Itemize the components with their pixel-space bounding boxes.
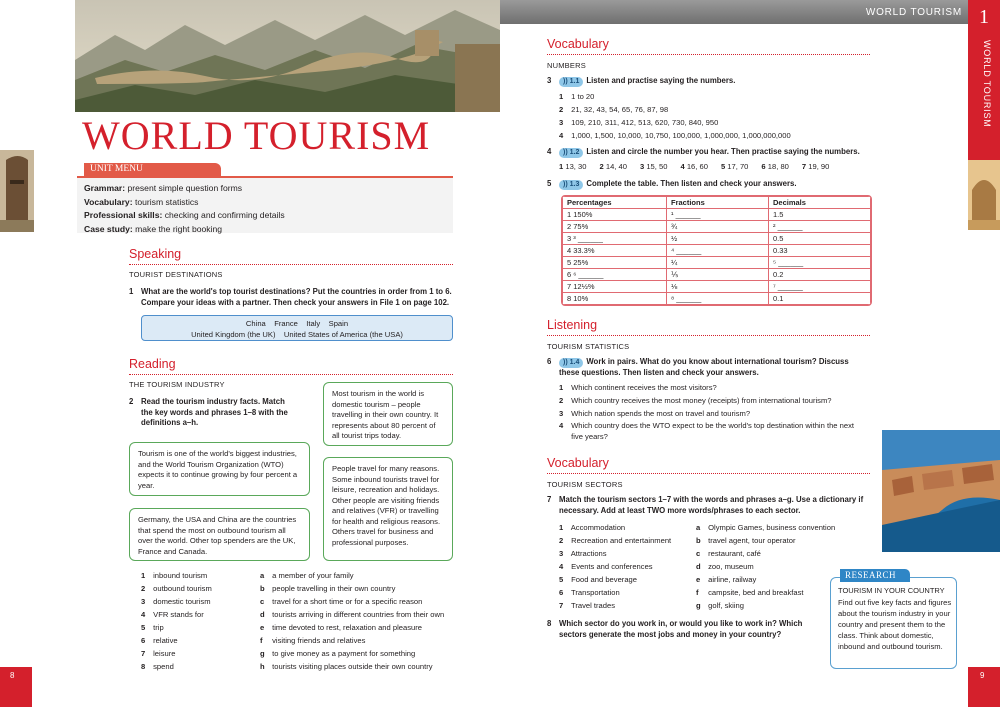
list-item: 3 domestic tourism <box>141 597 211 606</box>
research-label: RESEARCH <box>845 570 897 580</box>
unit-menu-case-study: Case study: make the right booking <box>84 223 223 234</box>
q7: 7 Match the tourism sectors 1–7 with the words and phrases a–g. Use a dictionary if necessary. Add at least TWO more words/phrases to each sector. <box>547 495 864 515</box>
list-item: 1 1 to 20 <box>559 92 595 101</box>
reading-heading: Reading <box>129 357 176 371</box>
list-item: 5 trip <box>141 623 164 632</box>
list-item: a Olympic Games, business convention <box>696 523 836 532</box>
q6-list <box>559 381 854 442</box>
fact-box-3: Most tourism in the world is domestic tourism – people travelling in their own country. It represents about 80 percent of all tourist trips today. <box>323 382 453 446</box>
table-row: 6 ⁶ ______ ⅕ 0.2 <box>563 269 871 281</box>
audio-badge-1-2[interactable]: )) 1.2 <box>559 148 583 158</box>
list-item: e airline, railway <box>696 575 757 584</box>
great-wall-photo <box>75 0 500 112</box>
coastal-town-photo <box>882 430 1000 552</box>
table-row: 8 10% ⁸ ______ 0.1 <box>563 293 871 305</box>
list-item: 7 19, 90 <box>801 162 830 171</box>
list-item: 1 inbound tourism <box>141 571 208 580</box>
q4: 4 )) 1.2 Listen and circle the number you hear. Then practise saying the numbers. <box>547 147 860 156</box>
speaking-rule <box>129 264 453 265</box>
page-number-left: 8 <box>0 667 32 707</box>
list-item: 8 spend <box>141 662 174 671</box>
q3: 3 )) 1.1 Listen and practise saying the numbers. <box>547 76 736 85</box>
list-item: 4 Events and conferences <box>559 562 653 571</box>
table-row: 7 12½% ⅛ ⁷ ______ <box>563 281 871 293</box>
vocab2-rule <box>547 473 870 474</box>
list-item: 4 1,000, 1,500, 10,000, 10,750, 100,000, 1,000,000, 1,000,000,000 <box>559 131 791 140</box>
unit-menu-skills: Professional skills: checking and confirming details <box>84 210 285 220</box>
table-row: 3 ³ ______ ½ 0.5 <box>563 233 871 245</box>
list-item: 1 13, 30 <box>559 162 587 171</box>
vocabulary-heading-2: Vocabulary <box>547 456 609 470</box>
list-item: 6 Transportation <box>559 588 620 597</box>
list-item: c travel for a short time or for a specific reason <box>260 597 423 606</box>
table-header-row: Percentages Fractions Decimals <box>563 197 871 209</box>
list-item: a a member of your family <box>260 571 354 580</box>
list-item: 4 Which country does the WTO expect to be the world's top destination within the next five years? <box>559 421 854 441</box>
list-item: 4 16, 60 <box>680 162 708 171</box>
list-item: 2 14, 40 <box>599 162 627 171</box>
right-header-bar <box>500 0 968 24</box>
research-tab <box>840 569 910 582</box>
unit-menu-grammar: Grammar: present simple question forms <box>84 183 243 193</box>
countries-line2: United Kingdom (the UK) United States of America (the USA) <box>191 330 403 339</box>
reading-rule <box>129 374 453 375</box>
q3-list <box>559 90 791 142</box>
terms-list <box>141 569 212 673</box>
list-item: e time devoted to rest, relaxation and pleasure <box>260 623 422 632</box>
unit-menu-tab <box>84 163 221 176</box>
fact-box-1: Tourism is one of the world's biggest industries, and the World Tourism Organization (WTO) expects it to continue growing by four percent a year. <box>129 442 310 496</box>
list-item: g to give money as a payment for something <box>260 649 416 658</box>
speaking-heading: Speaking <box>129 247 182 261</box>
list-item: b people travelling in their own country <box>260 584 396 593</box>
list-item: 7 leisure <box>141 649 176 658</box>
list-item: b travel agent, tour operator <box>696 536 796 545</box>
percent-table <box>562 196 871 305</box>
unit-side-tab <box>968 0 1000 160</box>
q6: 6 )) 1.4 Work in pairs. What do you know about international tourism? Discuss these questions. Then listen and check your answers. <box>547 357 849 377</box>
reading-sub: THE TOURISM INDUSTRY <box>129 380 225 389</box>
audio-badge-1-1[interactable]: )) 1.1 <box>559 77 583 87</box>
header-title: WORLD TOURISM <box>865 7 962 18</box>
list-item: 2 21, 32, 43, 54, 65, 76, 87, 98 <box>559 105 669 114</box>
listening-heading: Listening <box>547 318 598 332</box>
list-item: 2 Which country receives the most money (receipts) from international tourism? <box>559 396 832 405</box>
sphinx-photo <box>968 160 1000 230</box>
list-item: 6 relative <box>141 636 178 645</box>
side-title: WORLD TOURISM <box>982 40 992 128</box>
list-item: 3 Which nation spends the most on travel and tourism? <box>559 409 751 418</box>
table-row: 1 150% ¹ ______ 1.5 <box>563 209 871 221</box>
vocabulary-heading-1: Vocabulary <box>547 37 609 51</box>
list-item: 3 Attractions <box>559 549 607 558</box>
percent-table-wrap <box>561 195 872 306</box>
list-item: 5 17, 70 <box>720 162 749 171</box>
countries-box <box>141 315 453 341</box>
vocab1-rule <box>547 54 870 55</box>
research-body: Find out five key facts and figures about the tourism industry in your country and present them to the class. Think about domestic, inbound and outbound tourism. <box>838 598 952 651</box>
list-item: 5 Food and beverage <box>559 575 637 584</box>
reading-q2: 2 Read the tourism industry facts. Match the key words and phrases 1–8 with the definitions a–h. <box>129 397 288 427</box>
list-item: 1 Accommodation <box>559 523 626 532</box>
moai-photo <box>0 150 34 232</box>
list-item: 7 Travel trades <box>559 601 616 610</box>
vocab2-sub: TOURISM SECTORS <box>547 480 623 489</box>
table-row: 5 25% ¼ ⁵ ______ <box>563 257 871 269</box>
q8: 8 Which sector do you work in, or would you like to work in? Which sectors generate the most jobs and money in your country? <box>547 619 803 639</box>
definitions-list <box>260 569 444 673</box>
list-item: f visiting friends and relatives <box>260 636 366 645</box>
q5: 5 )) 1.3 Complete the table. Then listen and check your answers. <box>547 179 797 188</box>
list-item: d zoo, museum <box>696 562 754 571</box>
list-item: d tourists arriving in different countries from their own <box>260 610 445 619</box>
speaking-sub: TOURIST DESTINATIONS <box>129 270 223 279</box>
fact-box-4: People travel for many reasons. Some inbound tourists travel for leisure, recreation and holidays. Other people are visiting friends and relatives (VFR) or travelling for health and religious reasons. Others travel for business and professional purposes. <box>323 457 453 561</box>
list-item: 1 Which continent receives the most visitors? <box>559 383 717 392</box>
q4-list <box>559 162 829 171</box>
audio-badge-1-4[interactable]: )) 1.4 <box>559 358 583 368</box>
fact-box-2: Germany, the USA and China are the countries that spend the most on outbound tourism all over the world. Other top spenders are the UK, France and Canada. <box>129 508 310 561</box>
list-item: c restaurant, café <box>696 549 761 558</box>
list-item: f campsite, bed and breakfast <box>696 588 804 597</box>
listening-sub: TOURISM STATISTICS <box>547 342 630 351</box>
unit-menu-box <box>77 176 453 233</box>
sectors-list <box>559 521 671 612</box>
list-item: g golf, skiing <box>696 601 745 610</box>
page-number-right: 9 <box>968 667 1000 707</box>
countries-line1: China France Italy Spain <box>245 319 349 328</box>
research-title: TOURISM IN YOUR COUNTRY <box>838 586 945 595</box>
unit-number: 1 <box>979 6 989 28</box>
list-item: 2 outbound tourism <box>141 584 212 593</box>
list-item: 3 109, 210, 311, 412, 513, 620, 730, 840, 950 <box>559 118 719 127</box>
vocab1-sub: NUMBERS <box>547 61 586 70</box>
unit-title: WORLD TOURISM <box>82 113 431 158</box>
list-item: 6 18, 80 <box>761 162 789 171</box>
list-item: h tourists visiting places outside their own country <box>260 662 433 671</box>
words-list <box>696 521 835 612</box>
listening-rule <box>547 335 870 336</box>
list-item: 3 15, 50 <box>639 162 668 171</box>
audio-badge-1-3[interactable]: )) 1.3 <box>559 180 583 190</box>
table-row: 4 33.3% ⁴ ______ 0.33 <box>563 245 871 257</box>
speaking-q1: 1 What are the world's top tourist destinations? Put the countries in order from 1 to 6. Compare your ideas with a partner. Then check your answers in File 1 on page 102. <box>129 287 452 307</box>
unit-menu-vocabulary: Vocabulary: tourism statistics <box>84 196 199 207</box>
list-item: 4 VFR stands for <box>141 610 204 619</box>
list-item: 2 Recreation and entertainment <box>559 536 672 545</box>
table-row: 2 75% ¾ ² ______ <box>563 221 871 233</box>
unit-menu-label: UNIT MENU <box>90 164 143 174</box>
